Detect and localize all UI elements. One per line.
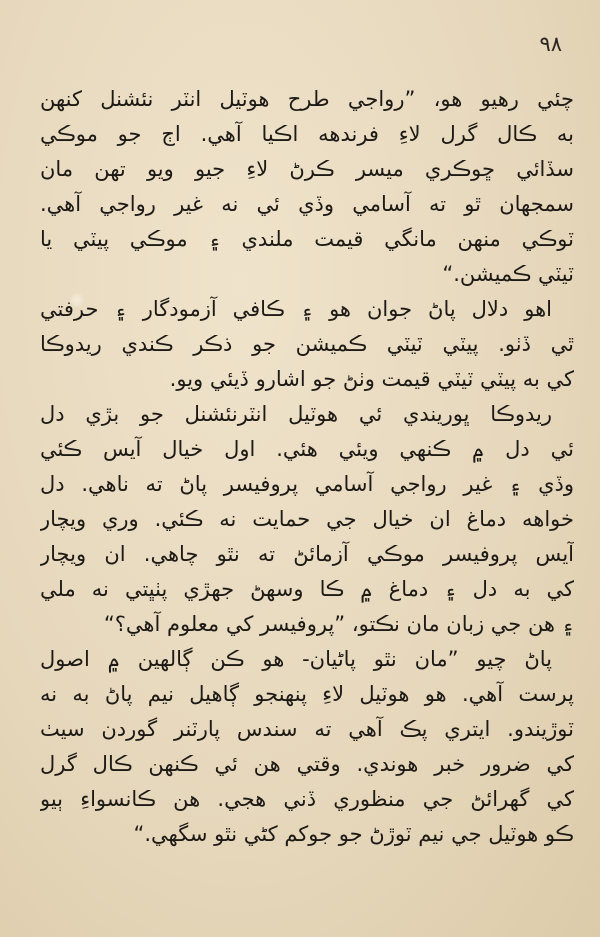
text-line: پرست آهي. هو هوٽيل لاءِ پنهنجو ڳاهيل نيم پاڻ به نه (40, 682, 574, 706)
text-line: ٽوڪي منهن مانگي قيمت ملندي ۽ موڪي پيٽي يا (40, 227, 574, 251)
text-line: چئي رهيو هو، ”رواجي طرح هوٽيل انٽر نئشنل کنهن (40, 87, 574, 111)
text-line: کي ضرور خبر هوندي. وقتي هن ئي ڪنهن ڪال گرل (40, 752, 574, 776)
text-line: ئي دل ۾ ڪنهي ويئي هئي. اول خيال آيس ڪئي (40, 437, 574, 461)
text-line: ريدوڪا ڀوريندي ئي هوٽيل انٽرنئشنل جو بڙي دل (40, 402, 552, 426)
paragraph (40, 292, 574, 397)
text-line: به ڪال گرل لاءِ فرندهه اڪيا آهي. اڄ جو موڪي (40, 122, 574, 146)
text-line: سمجهان ٿو ته آسامي وڏي ئي نه غير رواجي آهي. (40, 192, 574, 216)
text-line: کي گهرائڻ جي منظوري ڏني هجي. هن ڪانسواءِ ٻيو (40, 787, 574, 811)
text-line: کي به پيٽي ٽيٽي قيمت وٺڻ جو اشارو ڏيئي ويو. (169, 367, 574, 391)
text-line: کي به دل ۽ دماغ ۾ ڪا وسهڻ جهڙي پٺڀتي نه ملي (40, 577, 574, 601)
text-line: ۽ هن جي زبان مان نڪتو، ”پروفيسر کي معلوم آهي؟“ (103, 612, 574, 636)
paragraph (40, 397, 574, 642)
text-line: اهو دلال پاڻ جوان هو ۽ ڪافي آزمودگار ۽ حرفتي (40, 297, 552, 321)
text-line: وڏي ۽ غير رواجي آسامي پروفيسر پاڻ ته ناهي. دل (40, 472, 574, 496)
text-line: خواهه دماغ ان خيال جي حمايت نه ڪئي. وري ويچار (40, 507, 574, 531)
text-line: ٿي ڏٺو. پيٽي ٽيٽي ڪميشن جو ذڪر ڪندي ريدوڪا (40, 332, 574, 356)
text-line: آيس پروفيسر موڪي آزمائڻ ته نٿو چاهي. ان ويچار (40, 542, 574, 566)
text-line: ٽيٽي ڪميشن.“ (442, 262, 574, 286)
body-text (40, 82, 574, 852)
paragraph (40, 642, 574, 852)
text-line: پاڻ چيو ”مان نٿو پاڻيان- هو ڪن ڳالهين ۾ اصول (40, 647, 552, 671)
text-line: ڪو هوٽيل جي نيم ٽوڙڻ جو جوکم کڻي نٿو سگهي.“ (133, 822, 574, 846)
text-line: ٽوڙيندو. ايتري پڪ آهي ته سندس پارٽنر گوردن سيٺ (40, 717, 574, 741)
page-number: ٩٨ (539, 32, 562, 56)
paragraph (40, 82, 574, 292)
text-line: سڏائي ڇوڪري ميسر ڪرڻ لاءِ جيو ويو تهن مان (40, 157, 574, 181)
